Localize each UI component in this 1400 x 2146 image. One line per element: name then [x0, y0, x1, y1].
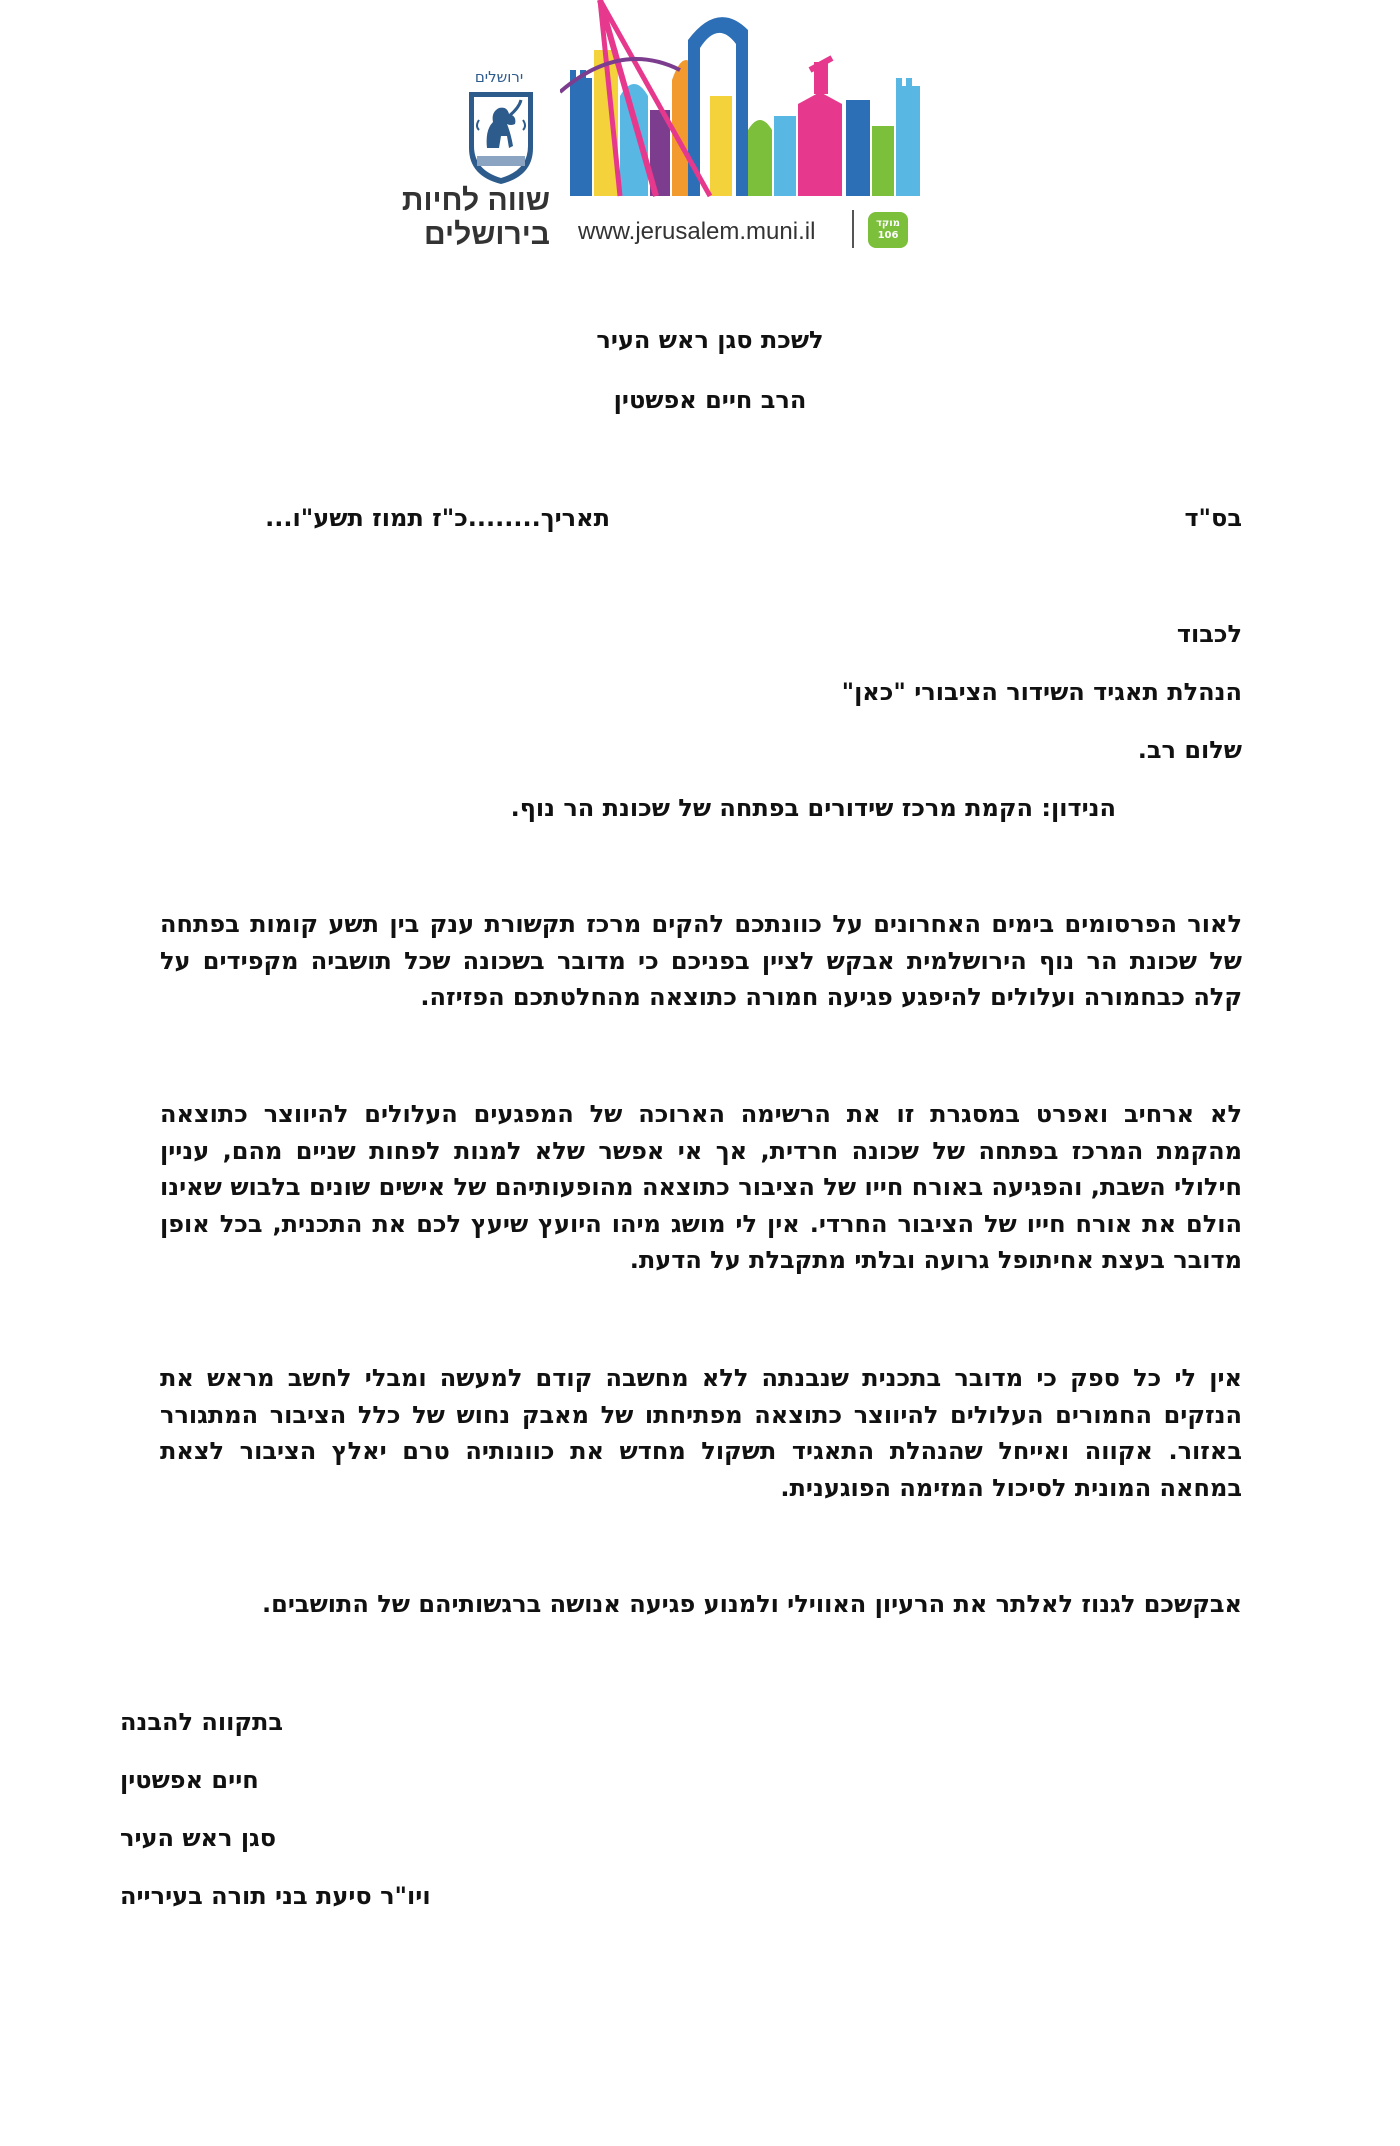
recipient: הנהלת תאגיד השידור הציבורי "כאן"	[841, 678, 1242, 706]
slogan-line-1: שווה לחיות	[401, 184, 550, 217]
signatory-title: סגן ראש העיר	[120, 1824, 277, 1852]
body-paragraph-4: אבקשכם לגנוז לאלתר את הרעיון האווילי ולמנוע פגיעה אנושה ברגשותיהם של התושבים.	[262, 1590, 1242, 1618]
badge-line-2: 106	[877, 230, 899, 241]
hotline-badge	[868, 212, 908, 248]
logo-divider	[852, 210, 854, 248]
slogan-line-2: בירושלים	[424, 218, 550, 251]
website-url: www.jerusalem.muni.il	[578, 218, 816, 245]
bsd-mark: בס"ד	[1184, 504, 1242, 532]
body-paragraph-2: לא ארחיב ואפרט במסגרת זו את הרשימה הארוכה של המפגעים העלולים להיווצר כתוצאה מהקמת המרכז בפתחה של שכונה חרדית, אך אי אפשר שלא למנות לפחות שניים מהם, עניין חילולי השבת, והפגיעה באורח חייו של הציבור כתוצאה מהופעותיהם של אישים שונים בלבוש שאינו הולם את אורח חייו של הציבור החרדי. אין לי מושג מיהו היועץ שיעץ לכם את התכנית, בכל אופן מדובר בעצת אחיתופל גרועה ובלתי מתקבלת על הדעת.	[160, 1100, 1242, 1274]
address-to: לכבוד	[1176, 620, 1242, 648]
office-holder-name: הרב חיים אפשטין	[613, 386, 807, 414]
letter-date: תאריך........כ"ז תמוז תשע"ו...	[265, 504, 610, 532]
signatory-name: חיים אפשטין	[120, 1766, 259, 1794]
office-title: לשכת סגן ראש העיר	[596, 326, 824, 354]
subject-line: הנידון: הקמת מרכז שידורים בפתחה של שכונת הר נוף.	[510, 794, 1116, 822]
logo-slogan	[390, 184, 550, 252]
city-skyline-icon	[560, 0, 930, 200]
greeting: שלום רב.	[1137, 736, 1242, 764]
body-paragraph-3: אין לי כל ספק כי מדובר בתכנית שנבנתה ללא מחשבה קודם למעשה ומבלי לחשב מראש את הנזקים החמורים העלולים להיווצר כתוצאה מפתיחתו של מאבק נחוש של כלל הציבור המתגורר באזור. אקווה ואייחל שהנהלת התאגיד תשקול מחדש את כוונותיה טרם יאלץ הציבור לצאת במחאה המונית לסיכול המזימה הפוגענית.	[160, 1364, 1242, 1502]
municipality-logo	[390, 0, 930, 260]
jerusalem-lion-crest-icon	[465, 86, 537, 186]
badge-line-1: מוקד	[876, 218, 900, 229]
jerusalem-crest-block	[390, 68, 560, 258]
crest-city-name: ירושלים	[474, 68, 524, 86]
body-paragraph-1: לאור הפרסומים בימים האחרונים על כוונתכם להקים מרכז תקשורת ענק בין תשע קומות בפתחה של שכונת הר נוף הירושלמית אבקש לציין בפניכם כי מדובר בשכונה שכל תושביה מקפידים על קלה כבחמורה ועלולים להיפגע פגיעה חמורה כתוצאה מהחלטתכם הפזיזה.	[160, 910, 1242, 1011]
signatory-role: ויו"ר סיעת בני תורה בעירייה	[120, 1882, 431, 1910]
closing-line: בתקווה להבנה	[120, 1708, 284, 1736]
